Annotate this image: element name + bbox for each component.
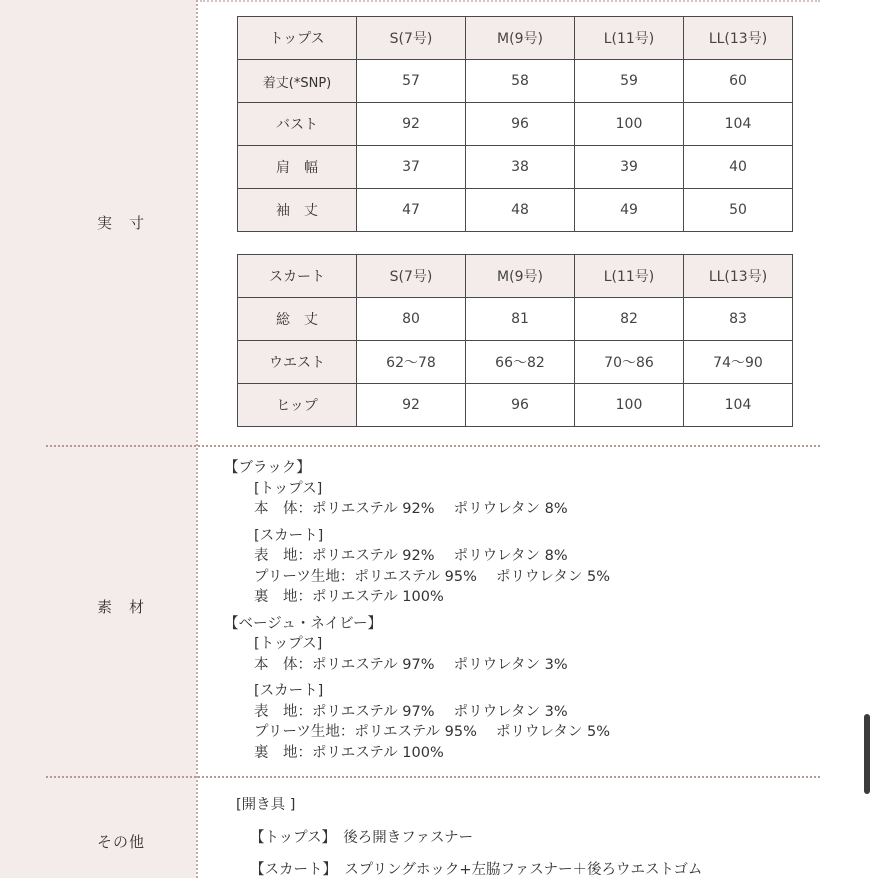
row-label: ウエスト (238, 341, 357, 384)
table-cell: 70〜86 (575, 341, 684, 384)
black-skirt-pleats: プリーツ生地：ポリエステル 95% ポリウレタン 5% (254, 568, 611, 585)
table-row (238, 341, 793, 384)
tops-size-table (237, 16, 793, 232)
table-cell: 66〜82 (466, 341, 575, 384)
table-cell: 92 (357, 103, 466, 146)
table-header-row (238, 255, 793, 298)
beige-skirt-lining: 裏 地：ポリエステル 100% (254, 744, 444, 761)
black-tops-title: [トップス] (254, 480, 323, 497)
other-block (230, 793, 830, 878)
row-label: ヒップ (238, 384, 357, 427)
table-cell: 59 (575, 60, 684, 103)
table-cell: 40 (684, 146, 793, 189)
table-cell: 60 (684, 60, 793, 103)
materials-block (224, 458, 824, 763)
black-title: 【ブラック】 (224, 460, 311, 476)
material-section-label: 素 材 (96, 598, 145, 616)
table-cell: 48 (466, 189, 575, 232)
table-row (238, 189, 793, 232)
table-header-cell: S(7号) (357, 255, 466, 298)
table-row (238, 103, 793, 146)
table-row (238, 146, 793, 189)
table-cell: 81 (466, 298, 575, 341)
black-tops-body: 本 体：ポリエステル 92% ポリウレタン 8% (254, 501, 568, 517)
table-header-cell: トップス (238, 17, 357, 60)
table-cell: 104 (684, 384, 793, 427)
table-header-cell: スカート (238, 255, 357, 298)
beige-tops-body: 本 体：ポリエステル 97% ポリウレタン 3% (254, 656, 568, 673)
beige-skirt-surface: 表 地：ポリエステル 97% ポリウレタン 3% (254, 703, 568, 720)
beige-tops-title: [トップス] (254, 636, 323, 652)
table-header-cell: L(11号) (575, 255, 684, 298)
table-row (238, 298, 793, 341)
section-divider-1 (46, 445, 820, 447)
table-header-cell: M(9号) (466, 17, 575, 60)
skirt-closure: 【スカート】 スプリングホック+左脇ファスナー＋後ろウエストゴム (250, 862, 703, 878)
closure-title: [開き具 ] (236, 797, 296, 813)
row-label: 肩 幅 (238, 146, 357, 189)
beige-skirt-title: [スカート] (254, 683, 324, 699)
beige-skirt-pleats: プリーツ生地：ポリエステル 95% ポリウレタン 5% (254, 724, 611, 740)
table-cell: 57 (357, 60, 466, 103)
table-header-cell: LL(13号) (684, 17, 793, 60)
table-cell: 100 (575, 103, 684, 146)
table-header-row (238, 17, 793, 60)
black-skirt-lining: 裏 地：ポリエステル 100% (254, 589, 444, 605)
table-cell: 82 (575, 298, 684, 341)
section-divider-2 (46, 776, 820, 778)
table-cell: 37 (357, 146, 466, 189)
table-cell: 58 (466, 60, 575, 103)
tops-closure: 【トップス】 後ろ開きファスナー (250, 830, 474, 846)
table-cell: 38 (466, 146, 575, 189)
table-row (238, 384, 793, 427)
table-cell: 92 (357, 384, 466, 427)
size-section-label: 実 寸 (96, 214, 145, 232)
beige-title: 【ベージュ・ネイビー】 (224, 615, 383, 632)
table-header-cell: LL(13号) (684, 255, 793, 298)
black-skirt-surface: 表 地：ポリエステル 92% ポリウレタン 8% (254, 548, 568, 564)
table-header-cell: S(7号) (357, 17, 466, 60)
table-header-cell: L(11号) (575, 17, 684, 60)
table-cell: 96 (466, 384, 575, 427)
table-cell: 50 (684, 189, 793, 232)
row-label: 着丈(*SNP) (238, 60, 357, 103)
top-divider (200, 0, 820, 2)
black-skirt-title: [スカート] (254, 527, 324, 544)
row-label: バスト (238, 103, 357, 146)
table-cell: 39 (575, 146, 684, 189)
table-header-cell: M(9号) (466, 255, 575, 298)
table-cell: 83 (684, 298, 793, 341)
other-section-label: その他 (96, 833, 145, 851)
table-cell: 74〜90 (684, 341, 793, 384)
table-cell: 80 (357, 298, 466, 341)
table-cell: 47 (357, 189, 466, 232)
row-label: 袖 丈 (238, 189, 357, 232)
skirt-size-table (237, 254, 793, 427)
label-column (0, 0, 196, 878)
scrollbar-thumb[interactable] (864, 714, 870, 794)
table-cell: 100 (575, 384, 684, 427)
table-row (238, 60, 793, 103)
row-label: 総 丈 (238, 298, 357, 341)
table-cell: 96 (466, 103, 575, 146)
table-cell: 62〜78 (357, 341, 466, 384)
table-cell: 49 (575, 189, 684, 232)
table-cell: 104 (684, 103, 793, 146)
column-divider (196, 0, 198, 878)
